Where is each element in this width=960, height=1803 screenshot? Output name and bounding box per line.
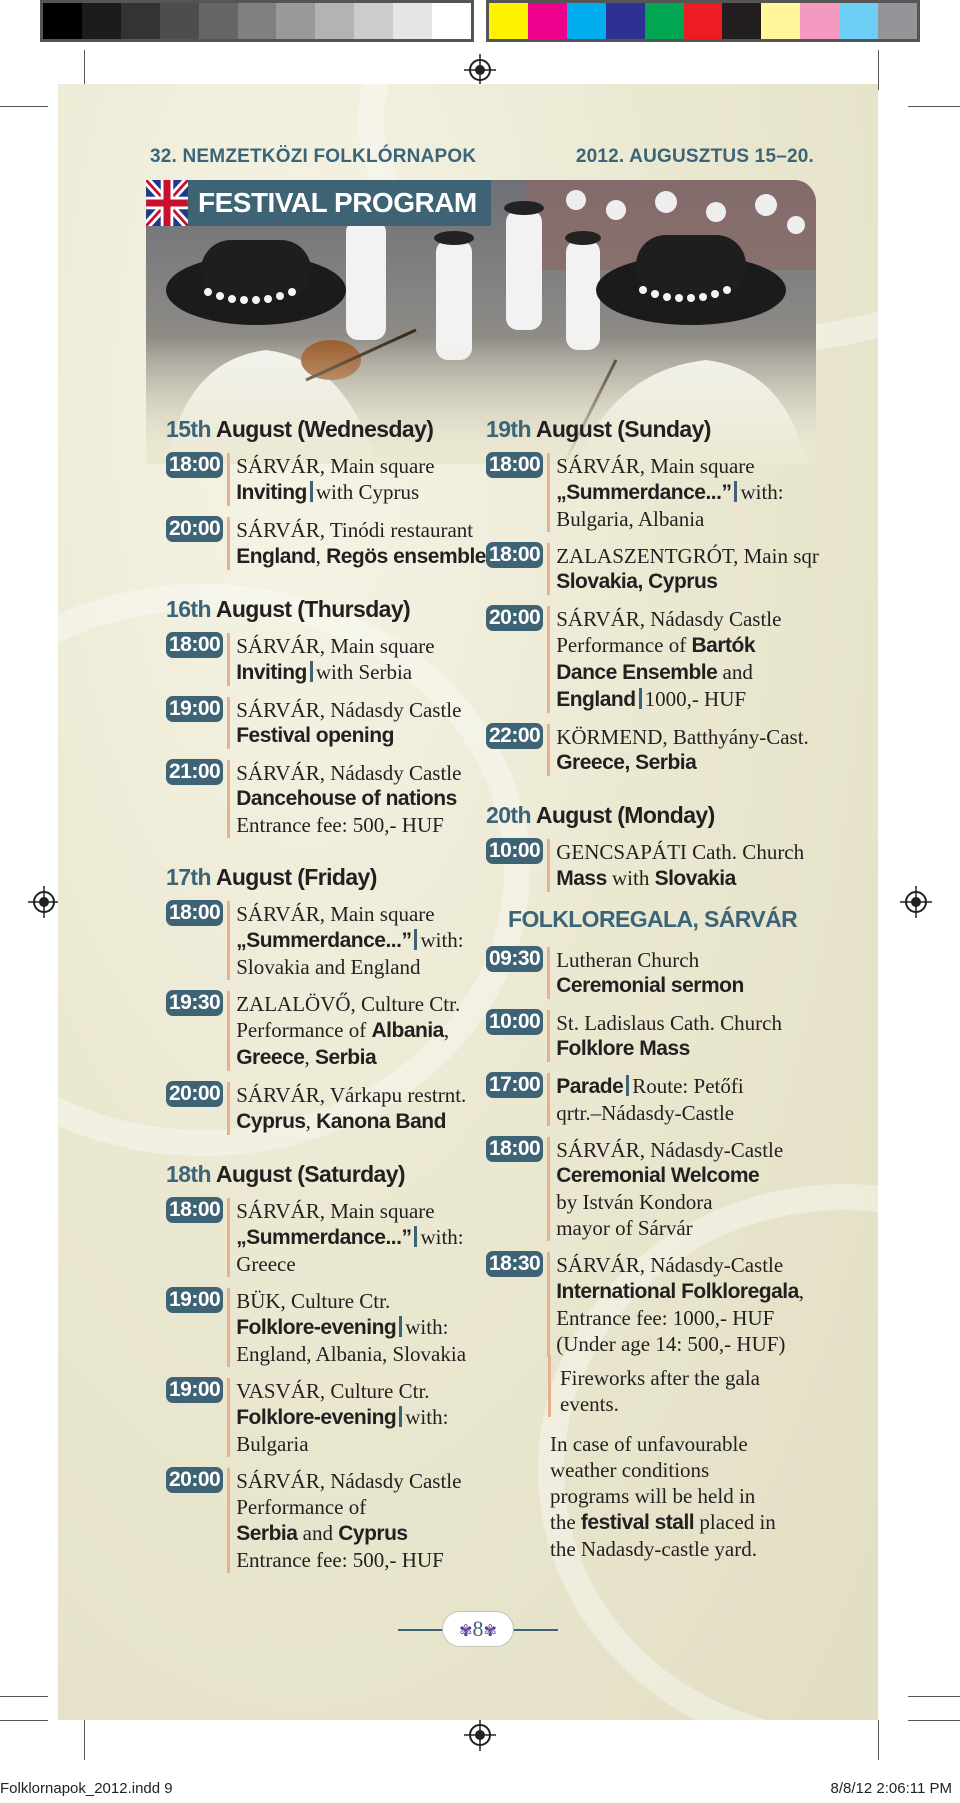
color-swatch <box>393 3 432 39</box>
event-details: SÁRVÁR, Nádasdy Castle Performance of Serbia and Cyprus Entrance fee: 500,- HUF <box>227 1468 461 1573</box>
crop-mark <box>908 1720 960 1721</box>
crop-mark <box>908 1696 960 1697</box>
event-time: 18:30 <box>486 1251 543 1277</box>
program-left-column <box>166 416 486 1599</box>
event-time: 19:00 <box>166 1287 223 1313</box>
event-time: 18:00 <box>486 452 543 478</box>
color-swatch <box>315 3 354 39</box>
day-heading: 19th August (Sunday) <box>486 416 711 442</box>
event-time: 10:00 <box>486 1009 543 1035</box>
program-event <box>166 1286 486 1367</box>
event-details: SÁRVÁR, Main square „Summerdance...” with: Bulgaria, Albania <box>547 453 783 532</box>
crop-mark <box>0 1696 48 1697</box>
event-details: SÁRVÁR, Nádasdy Castle Performance of Bartók Dance Ensemble and England 1000,- HUF <box>547 606 781 713</box>
program-event <box>166 989 486 1071</box>
program-event <box>486 604 826 713</box>
event-details: SÁRVÁR, Main square „Summerdance...” with: Slovakia and England <box>227 901 463 980</box>
program-right-column <box>486 416 826 1562</box>
festival-program-banner <box>146 180 491 226</box>
event-time: 18:00 <box>166 1197 223 1223</box>
color-swatch <box>722 3 761 39</box>
event-details: SÁRVÁR, Várkapu restrnt. Cyprus, Kanona Band <box>227 1082 466 1135</box>
program-event <box>166 1466 486 1573</box>
festival-dates-header: 2012. AUGUSZTUS 15–20. <box>575 146 814 167</box>
event-details: SÁRVÁR, Main square Inviting with Cyprus <box>227 453 434 506</box>
program-event <box>486 1250 826 1357</box>
program-event <box>486 1071 826 1126</box>
color-swatch <box>567 3 606 39</box>
color-swatch <box>645 3 684 39</box>
registration-mark-icon <box>900 886 932 918</box>
color-swatch <box>684 3 723 39</box>
event-time: 18:00 <box>486 542 543 568</box>
color-swatch <box>878 3 917 39</box>
event-place: SÁRVÁR, Main square <box>236 454 435 478</box>
program-event <box>166 631 486 686</box>
event-details: SÁRVÁR, Tinódi restaurant England, Regös ensemble <box>227 517 486 570</box>
program-event <box>486 541 826 595</box>
day-heading: 16th August (Thursday) <box>166 596 411 622</box>
brochure-page <box>58 84 878 1720</box>
registration-mark-icon <box>464 1719 496 1751</box>
festival-edition-header: 32. NEMZETKÖZI FOLKLÓRNAPOK <box>150 146 477 167</box>
event-details: SÁRVÁR, Nádasdy-Castle Ceremonial Welcome by István Kondora mayor of Sárvár <box>547 1137 783 1241</box>
color-swatch-bar <box>486 0 920 42</box>
event-time: 21:00 <box>166 759 223 785</box>
color-swatch <box>276 3 315 39</box>
day-block <box>166 416 486 570</box>
registration-mark-icon <box>464 54 496 86</box>
program-event <box>166 695 486 749</box>
day-block <box>166 864 486 1135</box>
event-time: 22:00 <box>486 723 543 749</box>
color-swatch <box>238 3 277 39</box>
print-timestamp: 8/8/12 2:06:11 PM <box>830 1780 952 1797</box>
program-event <box>486 945 826 999</box>
crop-mark <box>908 106 960 107</box>
color-swatch <box>354 3 393 39</box>
page-number: 8 <box>472 1616 484 1641</box>
event-details: Parade Route: Petőfi qrtr.–Nádasdy-Castle <box>547 1073 743 1126</box>
program-event <box>166 1080 486 1135</box>
event-time: 18:00 <box>486 1136 543 1162</box>
event-time: 20:00 <box>486 605 543 631</box>
event-details: ZALASZENTGRÓT, Main sqr Slovakia, Cyprus <box>547 543 819 595</box>
event-details: SÁRVÁR, Nádasdy-Castle International Folkloregala, Entrance fee: 1000,- HUF (Under age 14: 500,- HUF) <box>547 1252 804 1357</box>
program-event <box>166 515 486 570</box>
event-time: 18:00 <box>166 632 223 658</box>
day-block <box>166 1161 486 1573</box>
fireworks-note: Fireworks after the gala events. <box>548 1355 826 1417</box>
program-event <box>166 451 486 506</box>
program-event <box>486 1008 826 1062</box>
program-event <box>486 1135 826 1241</box>
event-place: SÁRVÁR, Tinódi restaurant <box>236 518 474 542</box>
color-swatch <box>761 3 800 39</box>
crop-mark <box>84 1720 85 1760</box>
day-block <box>166 596 486 838</box>
event-time: 20:00 <box>166 516 223 542</box>
registration-mark-icon <box>28 886 60 918</box>
color-swatch <box>160 3 199 39</box>
page-number-ornament <box>398 1610 558 1650</box>
event-time: 18:00 <box>166 900 223 926</box>
event-details: KÖRMEND, Batthyány-Cast. Greece, Serbia <box>547 724 809 776</box>
event-details: St. Ladislaus Cath. Church Folklore Mass <box>547 1010 782 1062</box>
event-time: 10:00 <box>486 838 543 864</box>
color-swatch <box>121 3 160 39</box>
color-swatch <box>489 3 528 39</box>
event-details: SÁRVÁR, Main square Inviting with Serbia <box>227 633 434 686</box>
event-time: 20:00 <box>166 1467 223 1493</box>
union-jack-flag-icon <box>146 180 188 226</box>
day-block <box>486 416 826 776</box>
day-heading: 15th August (Wednesday) <box>166 416 434 442</box>
crop-mark <box>0 106 48 107</box>
event-details: SÁRVÁR, Nádasdy Castle Dancehouse of nations Entrance fee: 500,- HUF <box>227 760 461 838</box>
banner-title-box <box>188 180 491 226</box>
crop-mark <box>0 1720 48 1721</box>
color-swatch <box>528 3 567 39</box>
crop-mark <box>878 1720 879 1760</box>
program-event <box>166 899 486 980</box>
color-swatch <box>606 3 645 39</box>
program-event <box>486 837 826 892</box>
event-time: 19:00 <box>166 696 223 722</box>
program-event <box>166 1196 486 1277</box>
color-swatch <box>839 3 878 39</box>
gray-swatch-bar <box>40 0 474 42</box>
color-swatch <box>82 3 121 39</box>
color-swatch <box>199 3 238 39</box>
day-heading: 17th August (Friday) <box>166 864 377 890</box>
day-heading: 18th August (Saturday) <box>166 1161 405 1187</box>
day-block <box>486 802 826 892</box>
flower-ornament-icon: ✾ <box>483 1623 497 1640</box>
event-details: SÁRVÁR, Nádasdy Castle Festival opening <box>227 697 461 749</box>
weather-note: In case of unfavourable weather conditions programs will be held in the festival stall placed in the Nadasdy-castle yard. <box>550 1432 776 1561</box>
event-details: BÜK, Culture Ctr. Folklore-evening with: England, Albania, Slovakia <box>227 1288 466 1367</box>
event-time: 17:00 <box>486 1072 543 1098</box>
program-event <box>486 722 826 776</box>
day-heading: 20th August (Monday) <box>486 802 715 828</box>
event-details: Lutheran Church Ceremonial sermon <box>547 947 744 999</box>
folkloregala-heading: FOLKLOREGALA, SÁRVÁR <box>508 906 798 932</box>
color-swatch <box>43 3 82 39</box>
event-time: 18:00 <box>166 452 223 478</box>
event-time: 09:30 <box>486 946 543 972</box>
color-swatch <box>800 3 839 39</box>
event-time: 19:00 <box>166 1377 223 1403</box>
program-event <box>486 451 826 532</box>
event-details: VASVÁR, Culture Ctr. Folklore-evening with: Bulgaria <box>227 1378 448 1457</box>
program-event <box>166 758 486 838</box>
indd-file-slug: Folklornapok_2012.indd 9 <box>0 1780 173 1797</box>
banner-title: FESTIVAL PROGRAM <box>198 187 477 218</box>
event-time: 20:00 <box>166 1081 223 1107</box>
event-details: ZALALÖVŐ, Culture Ctr. Performance of Albania, Greece, Serbia <box>227 991 460 1071</box>
color-swatch <box>432 3 471 39</box>
event-details: SÁRVÁR, Main square „Summerdance...” with: Greece <box>227 1198 463 1277</box>
crop-mark <box>878 50 879 90</box>
event-time: 19:30 <box>166 990 223 1016</box>
event-details: GENCSAPÁTI Cath. Church Mass with Slovakia <box>547 839 804 892</box>
flower-ornament-icon: ✾ <box>459 1623 473 1640</box>
program-event <box>166 1376 486 1457</box>
